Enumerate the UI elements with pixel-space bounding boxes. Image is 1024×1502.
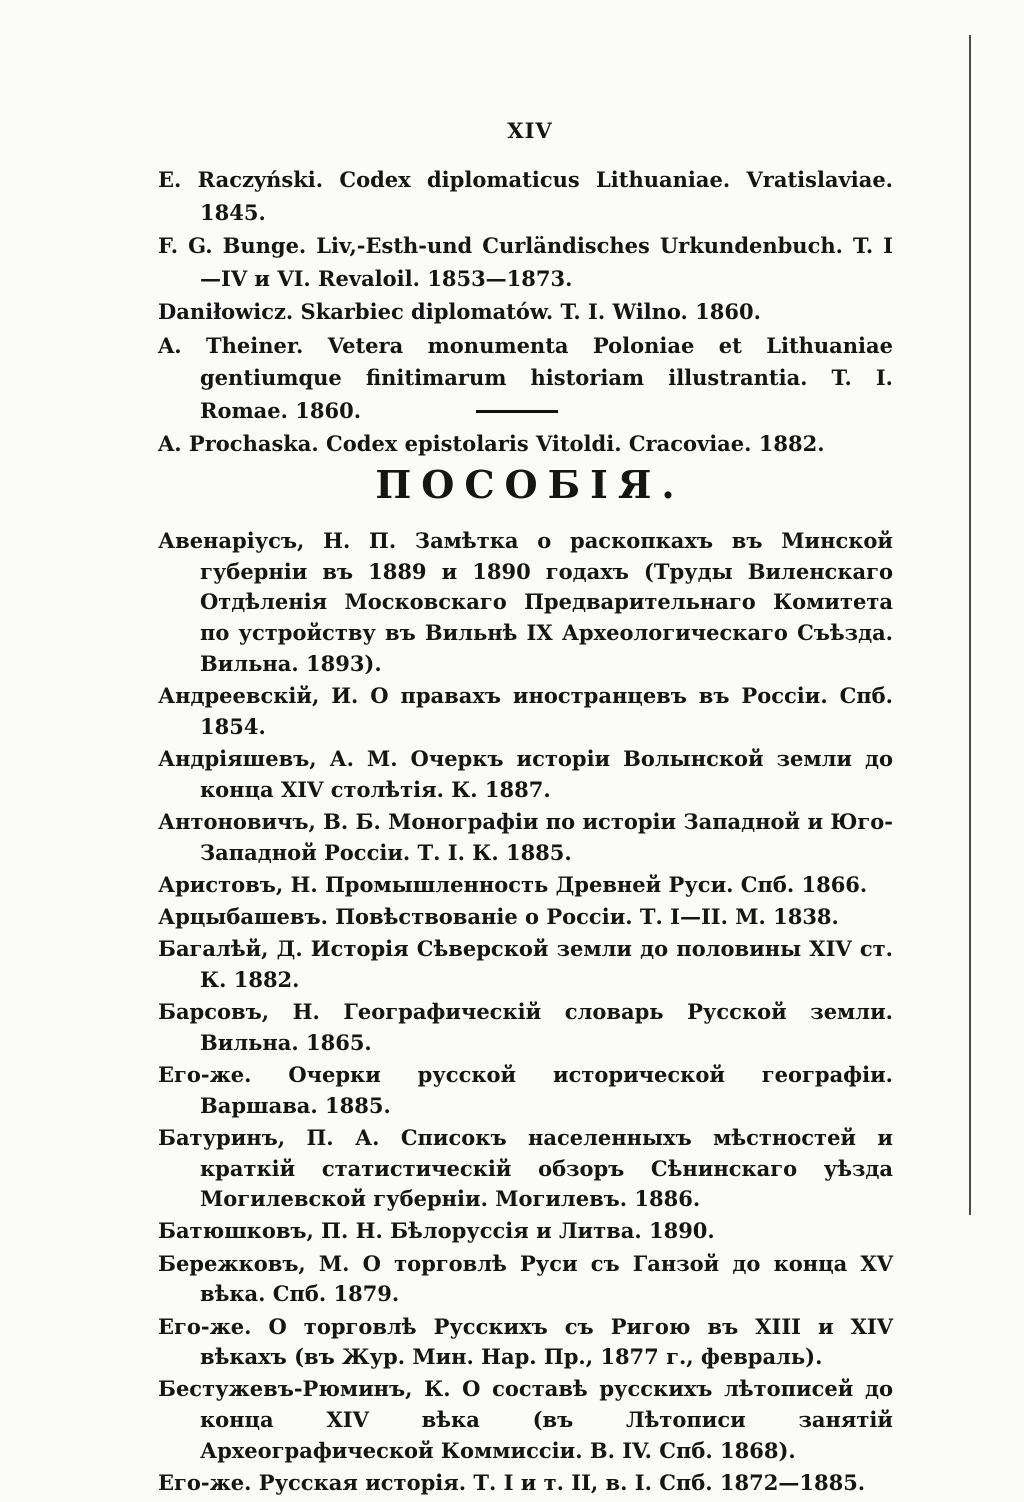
section-divider [476,410,558,413]
manual-entry: Андреевскій, И. О правахъ иностранцевъ въ Россіи. Спб. 1854. [158,683,893,739]
manual-entry: Его-же. Русская исторія. Т. I и т. II, в. I. Спб. 1872—1885. [158,1470,866,1496]
manual-entry: Бестужевъ-Рюминъ, К. О составѣ русскихъ лѣтописей до конца XIV вѣка (въ Лѣтописи занятій Археографической Коммиссіи. В. IV. Спб. 1868). [158,1376,893,1463]
manual-entry: Батуринъ, П. А. Списокъ населенныхъ мѣстностей и краткій статистическій обзоръ Сѣнинскаго уѣзда Могилевской губерніи. Могилевъ. 1886. [158,1124,893,1212]
manual-entry: Барсовъ, Н. Географическій словарь Русской земли. Вильна. 1865. [158,999,893,1055]
page-edge-line [969,35,971,1215]
manual-entry: Багалѣй, Д. Исторія Сѣверской земли до половины XIV ст. К. 1882. [158,936,893,992]
page-number: XIV [507,118,553,143]
source-entry: E. Raczyński. Codex diplomaticus Lithuaniae. Vratislaviae. 1845. [158,167,893,225]
manual-entry: Антоновичъ, В. Б. Монографіи по исторіи Западной и Юго-Западной Россіи. Т. I. К. 1885. [158,808,893,865]
manual-entry: Батюшковъ, П. Н. Бѣлоруссія и Литва. 1890. [158,1218,715,1244]
manual-entry: Андріяшевъ, А. М. Очеркъ исторіи Волынской земли до конца XIV столѣтія. К. 1887. [158,745,893,802]
manual-entry: Бережковъ, М. О торговлѣ Руси съ Ганзой до конца XV вѣка. Спб. 1879. [158,1250,893,1307]
source-entry: Daniłowicz. Skarbiec diplomatów. T. I. Wilno. 1860. [158,299,761,324]
source-entry: F. G. Bunge. Liv,-Esth-und Curländisches Urkundenbuch. T. I—IV и VI. Revaloil. 1853—1873. [158,233,893,291]
source-entry: A. Theiner. Vetera monumenta Poloniae et Lithuaniae gentiumque finitimarum historiam illustrantia. T. I. Romae. 1860. [158,332,893,423]
source-entry: A. Prochaska. Codex epistolaris Vitoldi. Cracoviae. 1882. [158,431,825,456]
manual-entry: Его-же. Очерки русской исторической географіи. Варшава. 1885. [158,1061,893,1118]
section-title: ПОСОБІЯ. [375,462,685,507]
manual-entry: Аристовъ, Н. Промышленность Древней Руси. Спб. 1866. [158,871,868,897]
manuals-list [158,526,893,1500]
manual-entry: Авенаріусъ, Н. П. Замѣтка о раскопкахъ въ Минской губерніи въ 1889 и 1890 годахъ (Труды Виленскаго Отдѣленія Московскаго Предварительнаго Комитета по устройству въ Вильнѣ IX Археологическаго Съѣзда. Вильна. 1893). [158,528,893,676]
sources-list [158,164,893,462]
manual-entry: Его-же. О торговлѣ Русскихъ съ Ригою въ XIII и XIV вѣкахъ (въ Жур. Мин. Нар. Пр., 1877 г., февраль). [158,1313,893,1370]
manual-entry: Арцыбашевъ. Повѣствованіе о Россіи. Т. I—II. М. 1838. [158,903,839,929]
